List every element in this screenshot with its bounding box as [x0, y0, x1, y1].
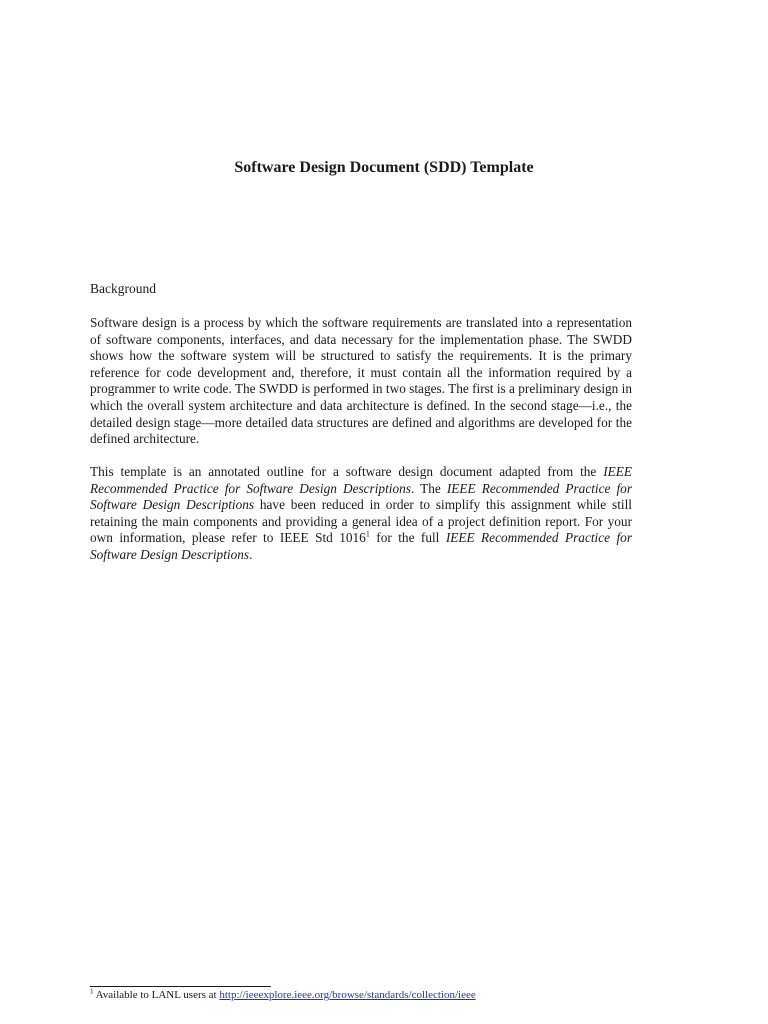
- italic-reference-title: IEEE Recommended Practice for Software Design Descriptions: [90, 480, 633, 513]
- italic-reference-title: IEEE Recommended Practice for Software Design Descriptions: [90, 530, 632, 562]
- italic-reference-title: IEEE Recommended Practice for Software Design Descriptions: [90, 464, 632, 496]
- paragraph-text: This template is an annotated outline for a software design document adapted from the: [90, 464, 604, 479]
- paragraph-text: for the full: [369, 530, 446, 546]
- footnote-text: Available to LANL users at: [93, 989, 220, 1001]
- background-paragraph: Software design is a process by which the software requirements are translated into a representation of software components, interfaces, and data necessary for the implementation phase. The SWDD shows how the software system will be structured to satisfy the requirements. It is the primary reference for code development and, therefore, it must contain all the information required by a programmer to write code. The SWDD is performed in two stages. The first is a preliminary design in which the overall system architecture and data architecture is defined. In the second stage—i.e., the detailed design stage—more detailed data structures are defined and algorithms are developed for the defined architecture.: [90, 315, 632, 447]
- template-description-paragraph: [90, 464, 632, 564]
- section-heading: Background: [90, 281, 156, 296]
- paragraph-text: .: [249, 546, 253, 562]
- footnote-link[interactable]: http://ieeexplore.ieee.org/browse/standards/collection/ieee: [219, 989, 476, 1001]
- document-title: Software Design Document (SDD) Template: [234, 159, 534, 176]
- footnote-number: 1: [90, 987, 94, 996]
- paragraph-text: . The: [410, 480, 447, 496]
- footnote: [90, 988, 476, 1002]
- footnote-reference[interactable]: 1: [365, 529, 370, 539]
- footnote-separator: [90, 986, 271, 987]
- paragraph-text: have been reduced in order to simplify this assignment while still retaining the main components and providing a general idea of a project definition report. For your own information, please refer to IEEE Std 1016: [90, 497, 632, 546]
